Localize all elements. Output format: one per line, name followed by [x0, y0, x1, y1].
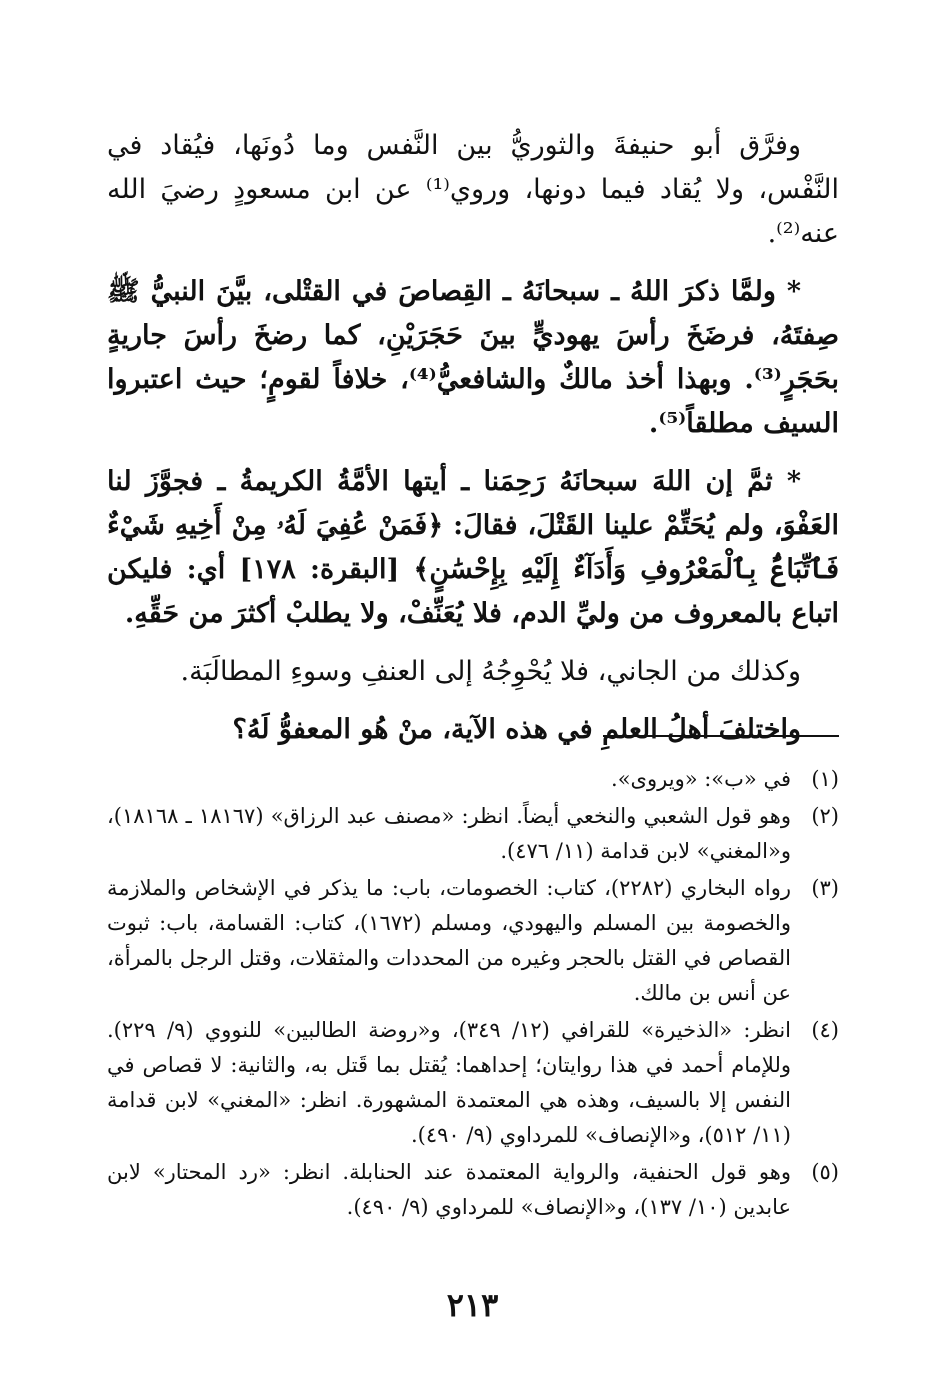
footnote-2: [107, 799, 839, 869]
paragraph-1: وفرَّق أبو حنيفةَ والثوريُّ بين النَّفس وما دُونَها، فيُقاد في النَّفْس، ولا يُقاد فيما دونها، وروي⁽¹⁾ عن ابن مسعودٍ رضيَ الله عنه⁽²⁾.: [107, 130, 839, 249]
footnote-3: [107, 871, 839, 1011]
page-number: ٢١٣: [446, 1286, 499, 1324]
footnote-number: (٢): [811, 804, 839, 828]
footnote-separator: [603, 735, 839, 737]
footnote-number: (١): [811, 767, 839, 791]
paragraph-4: وكذلك من الجاني، فلا يُحْوِجُهُ إلى العنفِ وسوءِ المطالَبَة.: [180, 656, 801, 687]
main-text: [107, 124, 839, 766]
footnote-5: [107, 1155, 839, 1225]
footnote-text: في «ب»: «ويروى».: [611, 767, 791, 791]
paragraph-3: * ثمَّ إن اللهَ سبحانَهُ رَحِمَنا ـ أيتها الأمَّةُ الكريمةُ ـ فجوَّزَ لنا العَفْوَ، ولم يُحَتِّمْ علينا القَتْلَ، فقالَ: ﴿فَمَنْ عُفِيَ لَهُۥ مِنْ أَخِيهِ شَيْءٌ فَٱتِّبَاعٌۢ بِٱلْمَعْرُوفِ وَأَدَآءٌ إِلَيْهِ بِإِحْسَٰنٍ﴾ [البقرة: ١٧٨] أي: فليكن اتباع بالمعروف من وليِّ الدم، فلا يُعَنِّفْ، ولا يطلبْ أكثرَ من حَقِّهِ.: [107, 466, 839, 629]
paragraph-2: * ولمَّا ذكرَ اللهُ ـ سبحانَهُ ـ القِصاصَ في القتْلى، بيَّنَ النبيُّ ﷺ صِفتَهُ، فرضَخَ رأسَ يهوديٍّ بينَ حَجَرَيْنِ، كما رضخَ رأسَ جاريةٍ بحَجَرٍ⁽³⁾. وبهذا أخذ مالكٌ والشافعيُّ⁽⁴⁾، خلافاً لقومٍ؛ حيث اعتبروا السيف مطلقاً⁽⁵⁾.: [107, 276, 839, 439]
footnote-1: [107, 762, 839, 797]
footnote-text: انظر: «الذخيرة» للقرافي (١٢/ ٣٤٩)، و«روضة الطالبين» للنووي (٩/ ٢٢٩). وللإمام أحمد في هذا روايتان؛ إحداهما: يُقتل بما قَتل به، والثانية: لا قصاص في النفس إلا بالسيف، وهذه هي المعتمدة المشهورة. انظر: «المغني» لابن قدامة (١١/ ٥١٢)، و«الإنصاف» للمرداوي (٩/ ٤٩٠).: [107, 1018, 791, 1147]
footnote-number: (٥): [811, 1160, 839, 1184]
footnote-text: وهو قول الشعبي والنخعي أيضاً. انظر: «مصنف عبد الرزاق» (١٨١٦٧ ـ ١٨١٦٨)، و«المغني» لابن قدامة (١١/ ٤٧٦).: [107, 804, 791, 863]
footnote-number: (٣): [811, 876, 839, 900]
footnote-4: [107, 1013, 839, 1153]
footnotes: [107, 762, 839, 1227]
footnote-text: رواه البخاري (٢٢٨٢)، كتاب: الخصومات، باب: ما يذكر في الإشخاص والملازمة والخصومة بين المسلم واليهودي، ومسلم (١٦٧٢)، كتاب: القسامة، باب: ثبوت القصاص في القتل بالحجر وغيره من المحددات والمثقلات، وقتل الرجل بالمرأة، عن أنس بن مالك.: [107, 876, 792, 1005]
footnote-number: (٤): [811, 1018, 839, 1042]
footnote-text: وهو قول الحنفية، والرواية المعتمدة عند الحنابلة. انظر: «رد المحتار» لابن عابدين (١٠/ ١٣٧)، و«الإنصاف» للمرداوي (٩/ ٤٩٠).: [107, 1160, 791, 1219]
paragraph-5: واختلفَ أهلُ العلمِ في هذه الآية، منْ هُو المعفوُّ لَهُ؟: [232, 714, 801, 745]
